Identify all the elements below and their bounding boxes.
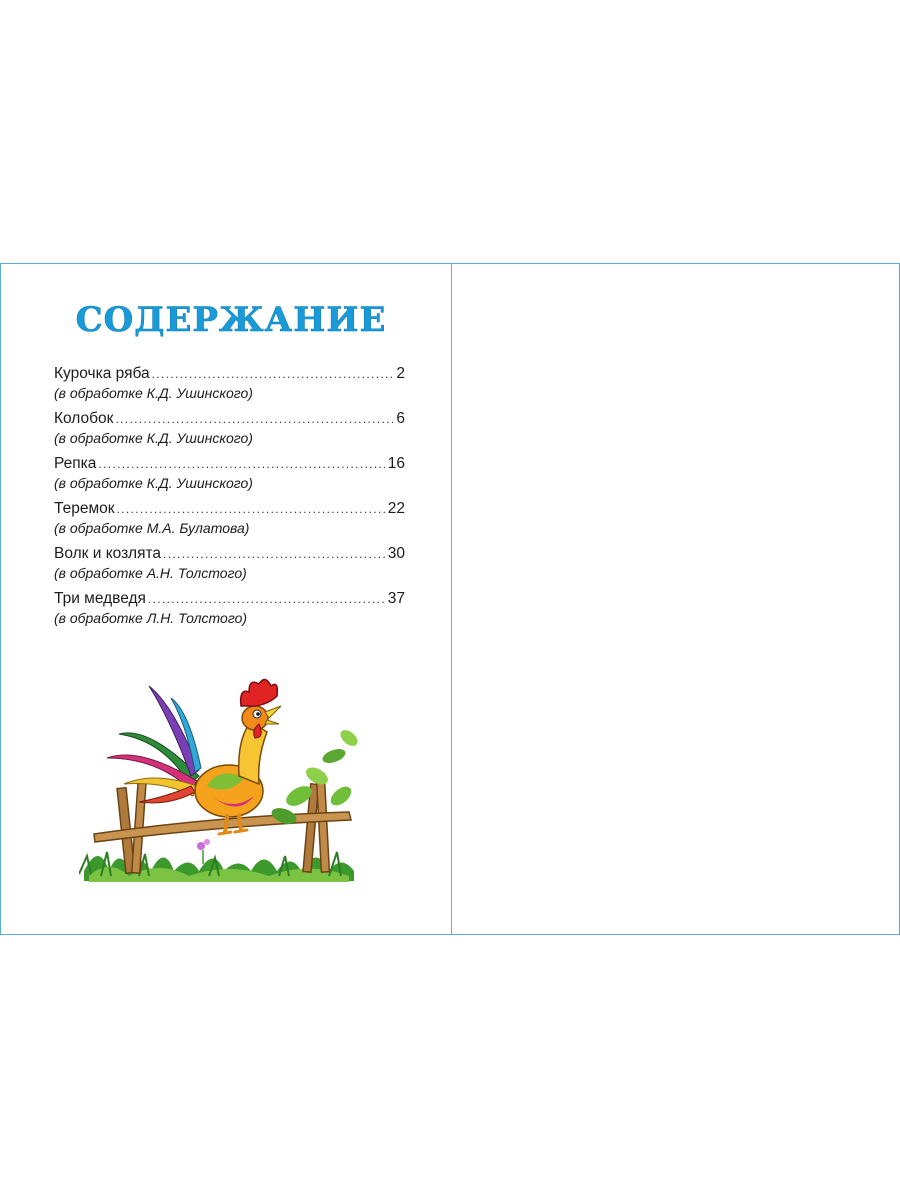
toc-entry-note: (в обработке Л.Н. Толстого) — [54, 610, 248, 626]
toc-entry-line — [54, 544, 405, 564]
toc-entry-note: (в обработке М.А. Булатова) — [54, 520, 250, 536]
dot-leader — [117, 499, 385, 519]
toc-entry-line — [54, 364, 405, 384]
toc-entry-page: 2 — [396, 365, 405, 382]
toc-entry-title: Теремок — [54, 500, 115, 517]
dot-leader — [98, 454, 384, 474]
book-spread — [0, 263, 900, 935]
toc-entry-note: (в обработке К.Д. Ушинского) — [54, 385, 253, 401]
toc-entry-line — [54, 454, 405, 474]
dot-leader — [152, 364, 394, 384]
toc-entry-page: 30 — [387, 545, 405, 562]
toc-entry-title: Курочка ряба — [54, 365, 150, 382]
toc-heading: СОДЕРЖАНИЕ — [75, 300, 387, 340]
toc-entry-page: 22 — [387, 500, 405, 517]
toc-entry-note: (в обработке А.Н. Толстого) — [54, 565, 247, 581]
toc-entry-page: 16 — [387, 455, 405, 472]
dot-leader — [115, 409, 393, 429]
toc-entry-title: Три медведя — [54, 590, 146, 607]
toc-entry[interactable] — [54, 544, 405, 589]
toc-entry-line — [54, 499, 405, 519]
toc-entry-note: (в обработке К.Д. Ушинского) — [54, 475, 253, 491]
right-page-blank — [452, 264, 900, 934]
toc-entry-line — [54, 589, 405, 609]
toc-entry-line — [54, 409, 405, 429]
toc-entry-note: (в обработке К.Д. Ушинского) — [54, 430, 253, 446]
rooster-illustration — [79, 666, 374, 886]
toc-list — [54, 364, 405, 634]
left-page — [1, 264, 451, 934]
toc-entry-page: 37 — [387, 590, 405, 607]
toc-entry[interactable] — [54, 589, 405, 634]
toc-entry[interactable] — [54, 499, 405, 544]
toc-entry-page: 6 — [396, 410, 405, 427]
toc-entry-title: Репка — [54, 455, 97, 472]
toc-entry[interactable] — [54, 454, 405, 499]
rooster — [107, 679, 281, 834]
toc-entry-title: Волк и козлята — [54, 545, 162, 562]
toc-entry[interactable] — [54, 409, 405, 454]
dot-leader — [163, 544, 385, 564]
toc-entry[interactable] — [54, 364, 405, 409]
dot-leader — [148, 589, 385, 609]
toc-entry-title: Колобок — [54, 410, 114, 427]
